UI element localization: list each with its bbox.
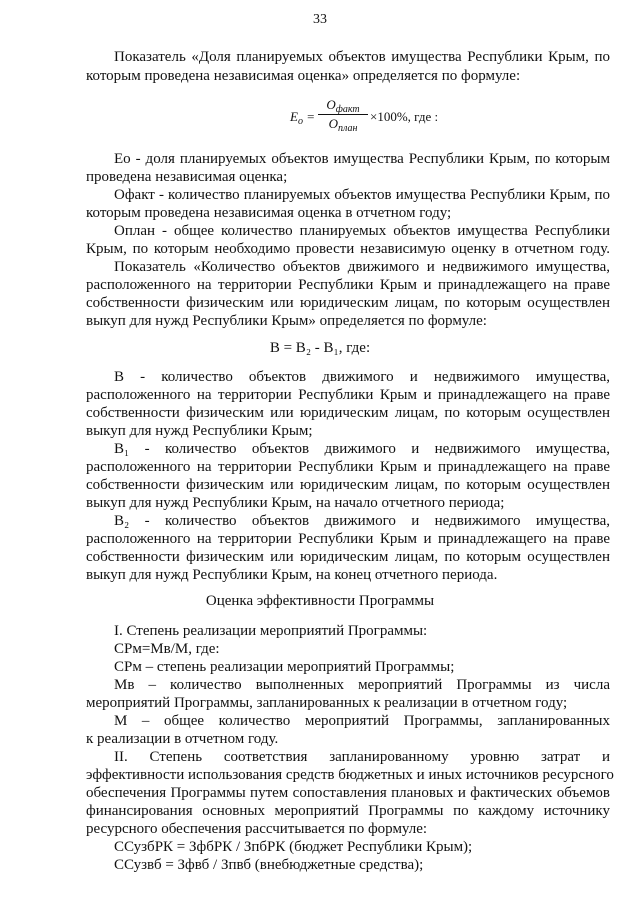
text-line: Оплан - общее количество планируемых объектов имущества Республики [114, 223, 610, 239]
text-line: СРм=Мв/М, где: [114, 641, 220, 657]
text-line: собственности физическим или юридическим лицам, по которым осуществлен [86, 405, 610, 421]
formula-rhs: ×100%, где : [370, 109, 439, 124]
text-line: эффективности использования средств бюджетных и иных источников ресурсного [86, 767, 614, 783]
text-line: которым проведена независимая оценка» определяется по формуле: [86, 68, 521, 84]
formula-e [290, 96, 450, 140]
text-line: II. Степень соответствия запланированному уровню затрат и [114, 749, 610, 765]
formula-numerator: О [326, 97, 336, 112]
page-number: 33 [313, 12, 327, 27]
formula-denominator: О [328, 116, 338, 131]
text-line: выкуп для нужд Республики Крым, на конец отчетного периода. [86, 567, 498, 583]
text-line: I. Степень реализации мероприятий Программы: [114, 623, 428, 639]
text-line: расположенного на территории Республики Крым и принадлежащего на праве [86, 387, 610, 403]
text-line: обеспечения Программы путем сопоставления плановых и фактических объемов [86, 785, 610, 801]
text-line: Мв – количество выполненных мероприятий Программы из числа [114, 677, 610, 693]
formula-lhs: E [290, 109, 298, 124]
text-line: ресурсного обеспечения рассчитывается по формуле: [86, 821, 428, 837]
text-line: Показатель «Доля планируемых объектов имущества Республики Крым, по [114, 49, 610, 65]
text-line: собственности физическим или юридическим лицам, по которым осуществлен [86, 295, 610, 311]
text-line: выкуп для нужд Республики Крым» определяется по формуле: [86, 313, 487, 329]
text-line: Крым, по которым необходимо провести независимую оценку в отчетном году. [86, 241, 610, 257]
text-line: собственности физическим или юридическим лицам, по которым осуществлен [86, 477, 610, 493]
text-line: к реализации в отчетном году. [86, 731, 279, 747]
text-line: Офакт - количество планируемых объектов имущества Республики Крым, по [114, 187, 610, 203]
text-line: которым проведена независимая оценка в отчетном году; [86, 205, 452, 221]
text-line: Ео - доля планируемых объектов имущества Республики Крым, по которым [114, 151, 610, 167]
text-line: выкуп для нужд Республики Крым; [86, 423, 313, 439]
text-line: проведена независимая оценка; [86, 169, 288, 185]
text-line: В - количество объектов движимого и недвижимого имущества, [114, 369, 610, 385]
formula-numerator-sub: факт [335, 104, 360, 115]
text-line: расположенного на территории Республики Крым и принадлежащего на праве [86, 531, 610, 547]
formula-lhs-eq: = [302, 109, 315, 124]
text-line: собственности физическим или юридическим лицам, по которым осуществлен [86, 549, 610, 565]
text-line: В₂ - количество объектов движимого и недвижимого имущества, [114, 513, 610, 529]
section-title: Оценка эффективности Программы [205, 593, 435, 609]
text-line: Показатель «Количество объектов движимого и недвижимого имущества, [114, 259, 610, 275]
text-line: выкуп для нужд Республики Крым, на начало отчетного периода; [86, 495, 505, 511]
text-line: ССузбРК = ЗфбРК / ЗпбРК (бюджет Республики Крым); [114, 839, 473, 855]
text-line: М – общее количество мероприятий Программы, запланированных [114, 713, 610, 729]
text-line: ССузвб = Зфвб / Зпвб (внебюджетные средства); [114, 857, 424, 873]
text-line: финансирования основных мероприятий Программы по каждому источнику [86, 803, 610, 819]
formula-lhs-sub: о [297, 116, 303, 127]
formula-b: В = В₂ - В₁, где: [269, 340, 371, 356]
formula-denominator-sub: план [337, 123, 358, 134]
text-line: СРм – степень реализации мероприятий Программы; [114, 659, 455, 675]
text-line: В₁ - количество объектов движимого и недвижимого имущества, [114, 441, 610, 457]
text-line: расположенного на территории Республики Крым и принадлежащего на праве [86, 277, 610, 293]
text-line: расположенного на территории Республики Крым и принадлежащего на праве [86, 459, 610, 475]
text-line: мероприятий Программы, запланированных к реализации в отчетном году; [86, 695, 568, 711]
